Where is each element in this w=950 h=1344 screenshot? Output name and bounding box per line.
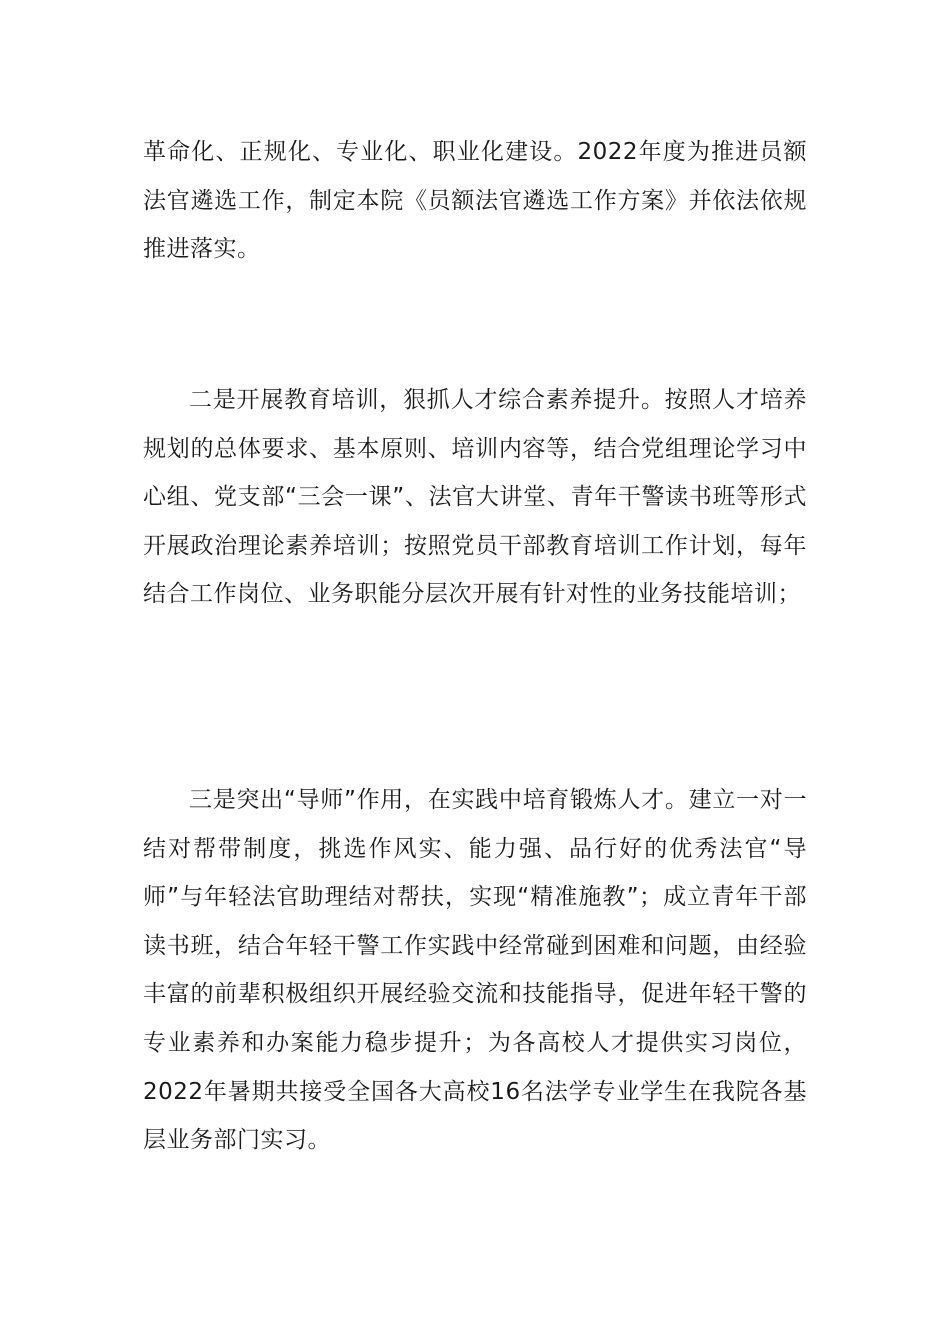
paragraph-education-training: 二是开展教育培训，狠抓人才综合素养提升。按照人才培养规划的总体要求、基本原则、培训内容等，结合党组理论学习中心组、党支部“三会一课”、法官大讲堂、青年干警读书班等形式开展政治理论素养培训；按照党员干部教育培训工作计划，每年结合工作岗位、业务职能分层次开展有针对性的业务技能培训； [143,387,807,608]
paragraph-mentor-role: 三是突出“导师”作用，在实践中培育锻炼人才。建立一对一结对帮带制度，挑选作风实、能力强、品行好的优秀法官“导师”与年轻法官助理结对帮扶，实现“精准施教”；成立青年干部读书班，结合年轻干警工作实践中经常碰到困难和问题，由经验丰富的前辈积极组织开展经验交流和技能指导，促进年轻干警的专业素养和办案能力稳步提升；为各高校人才提供实习岗位，2022年暑期共接受全国各大高校16名法学专业学生在我院各基层业务部门实习。 [143,787,807,1154]
paragraph-continuation: 革命化、正规化、专业化、职业化建设。2022年度为推进员额法官遴选工作，制定本院《员额法官遴选工作方案》并依法依规推进落实。 [143,139,807,263]
